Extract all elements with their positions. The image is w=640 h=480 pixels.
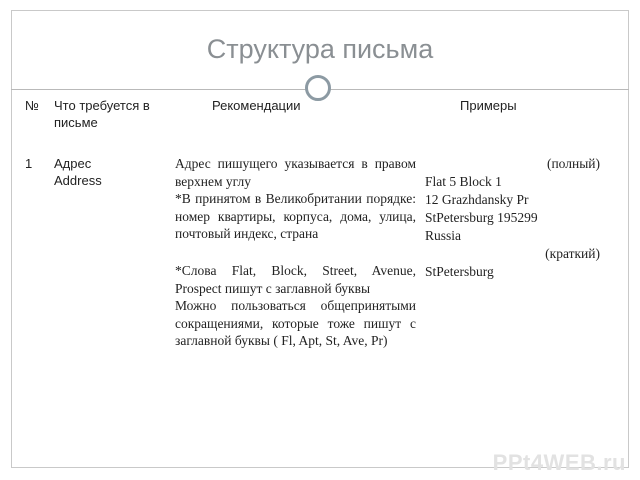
row-number: 1	[25, 156, 33, 171]
recommendation-3: *Слова Flat, Block, Street, Avenue, Prospect пишут с заглавной буквы	[175, 263, 416, 296]
header-what-required: Что требуется в письме	[54, 98, 150, 130]
example-line-4: Russia	[425, 228, 462, 243]
example-line-1: Flat 5 Block 1	[425, 174, 502, 189]
example-line-2: 12 Grazhdansky Pr	[425, 192, 529, 207]
circle-ornament-icon	[305, 75, 331, 101]
example-short-label: (краткий)	[545, 246, 600, 261]
example-line-5: StPetersburg	[425, 264, 494, 279]
example-line-3: StPetersburg 195299	[425, 210, 538, 225]
row-what-line1: Адрес	[54, 156, 92, 171]
row-what-line2: Address	[54, 173, 102, 188]
slide-title: Структура письма	[206, 34, 434, 64]
recommendation-1: Адрес пишущего указывается в правом верхнем углу	[175, 156, 416, 189]
example-full-label: (полный)	[546, 156, 600, 171]
recommendation-2: *В принятом в Великобритании порядке: номер квартиры, корпуса, дома, улица, почтовый индекс, страна	[175, 191, 416, 241]
header-examples: Примеры	[460, 98, 517, 113]
header-recommendations: Рекомендации	[212, 98, 301, 113]
recommendation-4: Можно пользоваться общепринятыми сокращениями, которые тоже пишут с заглавной буквы ( Fl, Apt, St, Ave, Pr)	[175, 298, 416, 348]
watermark-logo: PPt4WEB.ru	[492, 450, 626, 475]
header-number: №	[25, 98, 39, 113]
